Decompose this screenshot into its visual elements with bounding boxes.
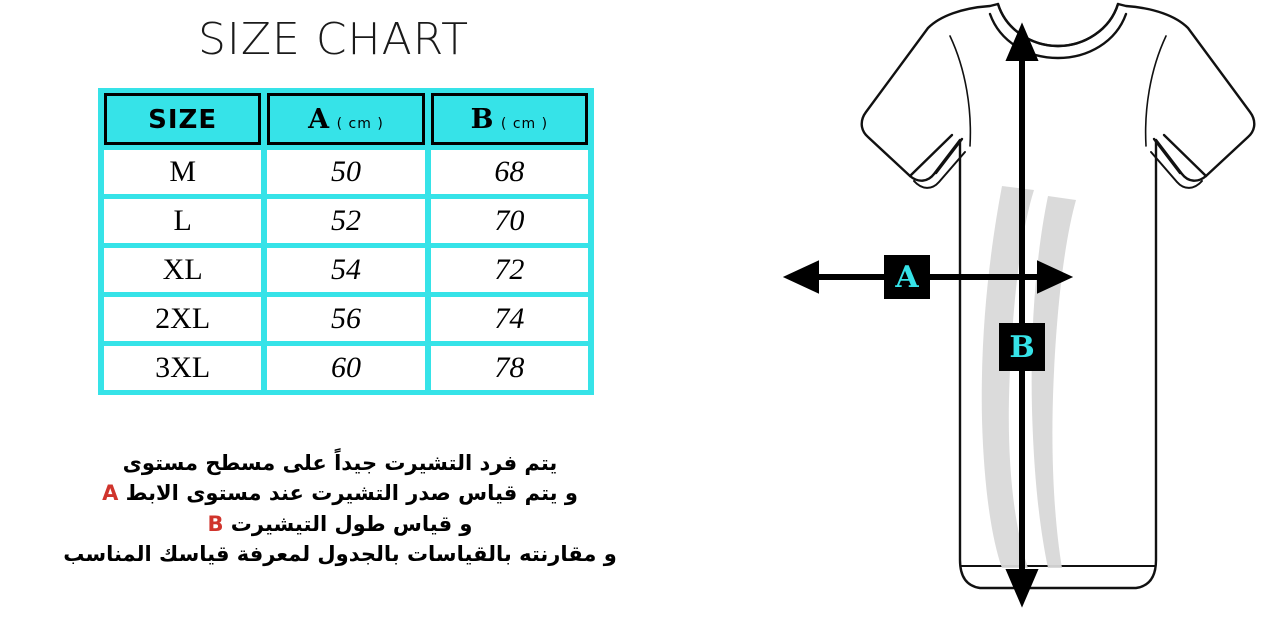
table-row [104, 150, 588, 194]
cell-a: 60 [267, 346, 424, 390]
cell-a: 50 [267, 150, 424, 194]
badge-b: B [999, 323, 1045, 371]
size-chart-table [98, 88, 594, 395]
note-line-4: و مقارنته بالقياسات بالجدول لمعرفة قياسك المناسب [63, 542, 617, 567]
column-header-size: SIZE [104, 93, 261, 145]
cell-a: 54 [267, 248, 424, 292]
column-header-a: A ( cm ) [267, 93, 424, 145]
note-line-2-text: و يتم قياس صدر التشيرت عند مستوى الابط [118, 481, 578, 506]
cell-b: 72 [431, 248, 588, 292]
cell-size: XL [104, 248, 261, 292]
cell-b: 78 [431, 346, 588, 390]
cell-b: 70 [431, 199, 588, 243]
cell-b: 68 [431, 150, 588, 194]
measurement-instructions [40, 448, 640, 570]
tshirt-diagram [650, 0, 1280, 619]
cell-size: 3XL [104, 346, 261, 390]
cell-size: 2XL [104, 297, 261, 341]
table-row [104, 199, 588, 243]
note-line-3 [40, 509, 640, 539]
note-line-2 [40, 478, 640, 508]
table-row [104, 346, 588, 390]
note-mark-b: B [207, 511, 224, 536]
cell-size: M [104, 150, 261, 194]
table-row [104, 297, 588, 341]
tshirt-illustration [650, 0, 1280, 619]
badge-a: A [884, 255, 930, 299]
column-header-b: B ( cm ) [431, 93, 588, 145]
table-row [104, 248, 588, 292]
cell-b: 74 [431, 297, 588, 341]
cell-size: L [104, 199, 261, 243]
note-line-3-text: و قياس طول التيشيرت [223, 511, 473, 536]
table-header-row [104, 93, 588, 145]
page-title: SIZE CHART [198, 14, 469, 65]
cell-a: 56 [267, 297, 424, 341]
cell-a: 52 [267, 199, 424, 243]
note-mark-a: A [102, 481, 119, 506]
note-line-1: يتم فرد التشيرت جيداً على مسطح مستوى [122, 451, 558, 475]
